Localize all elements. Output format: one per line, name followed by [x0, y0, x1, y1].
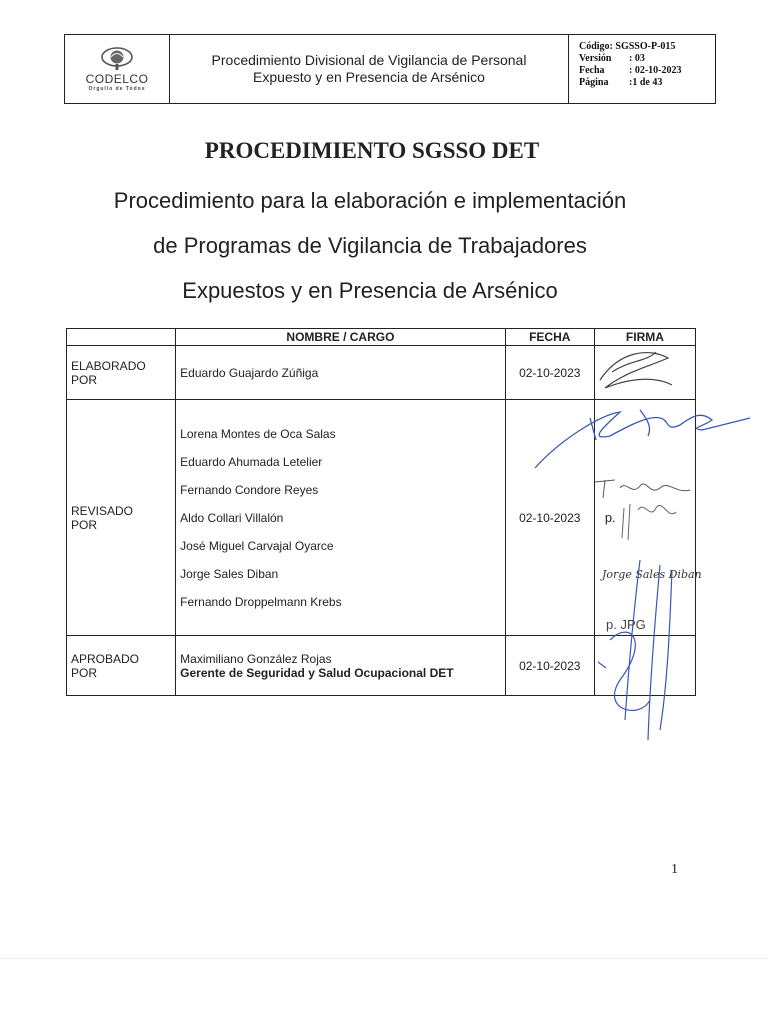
- approver-name: Maximiliano González Rojas: [180, 651, 332, 666]
- header-title-line2: Expuesto y en Presencia de Arsénico: [253, 69, 485, 85]
- document-subtitle: [0, 178, 740, 313]
- meta-date: Fecha : 02-10-2023: [579, 65, 682, 76]
- elaborado-role: ELABORADO POR: [67, 346, 176, 400]
- reviewer-name: Lorena Montes de Oca Salas: [180, 426, 336, 441]
- reviewer-name: Aldo Collari Villalón: [180, 510, 284, 525]
- subtitle-line3: Expuestos y en Presencia de Arsénico: [182, 278, 558, 303]
- subtitle-line2: de Programas de Vigilancia de Trabajadores: [153, 233, 587, 258]
- revisado-date: 02-10-2023: [505, 400, 594, 636]
- elaborado-name: Eduardo Guajardo Zúñiga: [176, 346, 506, 400]
- logo-tagline: Orgullo de Todos: [88, 85, 146, 92]
- aprobado-sign-note: p. JPG: [606, 617, 646, 632]
- meta-code: Código: SGSSO-P-015: [579, 41, 676, 52]
- reviewer-name: Jorge Sales Diban: [180, 566, 279, 581]
- aprobado-role: APROBADO POR: [67, 636, 176, 696]
- main-heading: PROCEDIMIENTO SGSSO DET: [204, 138, 540, 163]
- revisado-row: [67, 400, 696, 636]
- header-meta: [569, 35, 715, 103]
- elaborado-row: [67, 346, 696, 400]
- page-number: 1: [671, 862, 678, 877]
- reviewer-name: Fernando Condore Reyes: [180, 482, 319, 497]
- header-title-line1: Procedimiento Divisional de Vigilancia de Personal: [211, 52, 527, 68]
- revisado-sign-note: p.: [604, 510, 616, 525]
- header-date-cell: FECHA: [505, 329, 594, 346]
- meta-version: Versión : 03: [579, 53, 645, 64]
- codelco-emblem-icon: [100, 47, 134, 71]
- revisado-role: REVISADO POR: [67, 400, 176, 636]
- codelco-logo: [65, 35, 170, 103]
- header-name-cell: NOMBRE / CARGO: [176, 329, 506, 346]
- header-title: [170, 35, 569, 103]
- reviewer-name: José Miguel Carvajal Oyarce: [180, 538, 334, 553]
- revisado-signature-cell: [594, 400, 695, 636]
- aprobado-name: [176, 636, 506, 696]
- aprobado-date: 02-10-2023: [505, 636, 594, 696]
- subtitle-line1: Procedimiento para la elaboración e implementación: [113, 188, 627, 213]
- logo-text: CODELCO: [85, 71, 149, 86]
- elaborado-signature-cell: [594, 346, 695, 400]
- document-header: [64, 34, 716, 104]
- aprobado-signature-cell: [594, 636, 695, 696]
- approval-table: [66, 328, 696, 696]
- elaborado-date: 02-10-2023: [505, 346, 594, 400]
- approver-position: Gerente de Seguridad y Salud Ocupacional DET: [180, 665, 454, 680]
- header-sign-cell: FIRMA: [594, 329, 695, 346]
- reviewer-name: Eduardo Ahumada Letelier: [180, 454, 323, 469]
- header-role-cell: [67, 329, 176, 346]
- signature-sales: Jorge Sales Diban: [602, 568, 702, 581]
- aprobado-row: [67, 636, 696, 696]
- reviewer-name: Fernando Droppelmann Krebs: [180, 594, 342, 609]
- table-header-row: [67, 329, 696, 346]
- meta-page: Página :1 de 43: [579, 77, 663, 88]
- revisado-names: [176, 400, 506, 636]
- footer-divider: [0, 958, 768, 959]
